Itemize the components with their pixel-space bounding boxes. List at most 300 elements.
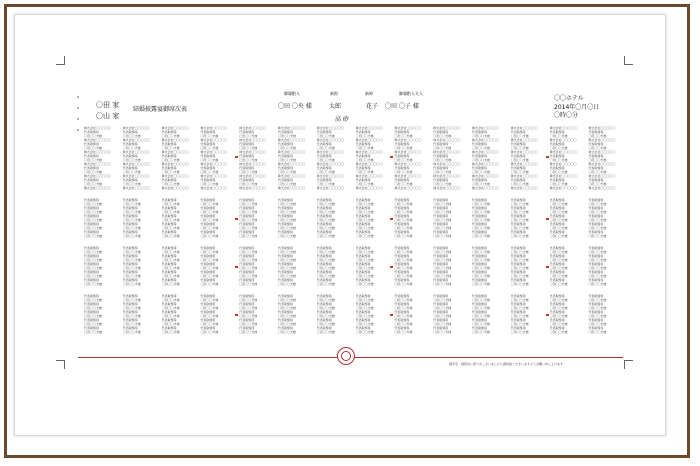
guest-line: 株式会社〇〇〇〇〇 [200,126,228,130]
guest-line: 〇田〇〇夫様 [588,250,607,254]
guest-line: 〇田〇〇夫様 [433,274,452,278]
guest-line: 代表取締役 [433,214,449,218]
guest-line: 株式会社〇〇〇〇〇 [239,162,267,166]
guest-line: 〇田〇〇夫様 [355,322,374,326]
guest-line: 〇田〇〇夫様 [472,146,491,150]
guest-line: 代表取締役 [588,270,604,274]
guest-line: 〇田〇〇夫様 [588,322,607,326]
guest-line: 代表取締役 [316,302,332,306]
guest-line: 代表取締役 [161,166,177,170]
guest-line: 〇田〇〇夫様 [200,274,219,278]
guest-line: 代表取締役 [394,310,410,314]
guest-line: 代表取締役 [355,166,371,170]
guest-line: 〇田〇〇夫様 [355,146,374,150]
guest-line: 代表取締役 [549,294,565,298]
guest-line: 代表取締役 [122,246,138,250]
guest-line: 代表取締役 [588,278,604,282]
guest-line: 代表取締役 [549,262,565,266]
guest-line: 代表取締役 [433,262,449,266]
guest-line: 〇田〇〇夫様 [278,282,297,286]
guest-line: 〇田〇〇夫様 [122,226,141,230]
guest-line: 代表取締役 [239,294,255,298]
guest-line: 代表取締役 [472,302,488,306]
guest-line: 〇田〇〇夫様 [316,170,335,174]
guest-line: 代表取締役 [84,142,100,146]
guest-line: 〇田〇〇夫様 [200,210,219,214]
guest-line: 代表取締役 [394,278,410,282]
guest-line: 代表取締役 [200,318,216,322]
guest-line: 〇田〇〇夫様 [122,218,141,222]
guest-line: 代表取締役 [239,318,255,322]
name-groom: 太郎 [329,103,342,110]
guest-line: 代表取締役 [239,246,255,250]
guest-line: 代表取締役 [316,262,332,266]
guest-line: 〇田〇〇夫様 [84,170,103,174]
guest-line: 〇田〇〇夫様 [510,182,529,186]
guest-line: 代表取締役 [394,302,410,306]
guest-line: 代表取締役 [433,166,449,170]
guest-line: 〇田〇〇夫様 [472,170,491,174]
guest-line: 〇田〇〇夫様 [355,158,374,162]
guest-line: 〇田〇〇夫様 [588,182,607,186]
guest-line: 株式会社〇〇〇〇〇 [239,174,267,178]
guest-line: 株式会社〇〇〇〇〇 [472,138,500,142]
guest-line: 代表取締役 [122,206,138,210]
guest-line: 代表取締役 [433,178,449,182]
guest-line: 代表取締役 [355,142,371,146]
guest-line: 代表取締役 [200,178,216,182]
guest-line: 株式会社〇〇〇〇〇 [239,126,267,130]
guest-line: 〇田〇〇夫様 [84,306,103,310]
guest-line: 株式会社〇〇〇〇〇 [316,150,344,154]
guest-line: 〇田〇〇夫様 [394,258,413,262]
guest-line: 〇田〇〇夫様 [510,298,529,302]
guest-line: 代表取締役 [84,222,100,226]
guest-line: 〇田〇〇夫様 [549,226,568,230]
guest-line: 〇田〇〇夫様 [239,314,258,318]
guest-line: 代表取締役 [588,154,604,158]
guest-line: 株式会社〇〇〇〇〇 [472,150,500,154]
guest-line: 代表取締役 [433,294,449,298]
guest-line: 〇田〇〇夫様 [122,322,141,326]
guest-line: 株式会社〇〇〇〇〇 [278,126,306,130]
guest-line: 〇田〇〇夫様 [122,274,141,278]
guest-line: 代表取締役 [278,302,294,306]
guest-line: 代表取締役 [549,178,565,182]
guest-line: 〇田〇〇夫様 [84,218,103,222]
guest-line: 株式会社〇〇〇〇〇 [394,138,422,142]
guest-line: 株式会社〇〇〇〇〇 [122,126,150,130]
guest-table [356,198,395,238]
guest-line: 代表取締役 [316,206,332,210]
guest-line: 〇田〇〇夫様 [433,258,452,262]
guest-line: 代表取締役 [549,222,565,226]
guest-line: 代表取締役 [316,254,332,258]
guest-line: 代表取締役 [472,142,488,146]
table-marker [546,266,549,268]
guest-line: 〇田〇〇夫様 [278,158,297,162]
guest-line: 〇田〇〇夫様 [588,210,607,214]
guest-line: 株式会社〇〇〇〇〇 [355,138,383,142]
guest-line: 〇田〇〇夫様 [472,218,491,222]
table-marker [235,266,238,268]
guest-table [317,246,356,286]
guest-line: 株式会社〇〇〇〇〇 [355,150,383,154]
guest-line: 〇田〇〇夫様 [510,266,529,270]
guest-line: 〇田〇〇夫様 [433,250,452,254]
guest-line: 〇田〇〇夫様 [239,250,258,254]
guest-line: 代表取締役 [239,206,255,210]
crop-mark-bottom-left [56,360,65,369]
guest-line: 〇田〇〇夫様 [472,266,491,270]
guest-line: 〇田〇〇夫様 [84,314,103,318]
guest-table [356,246,395,286]
guest-line: 代表取締役 [588,294,604,298]
guest-line: 〇田〇〇夫様 [355,274,374,278]
guest-line: 〇田〇〇夫様 [394,298,413,302]
guest-line: 〇田〇〇夫様 [84,298,103,302]
guest-line: 〇田〇〇夫様 [161,266,180,270]
guest-line: 〇田〇〇夫様 [316,330,335,334]
guest-line: 代表取締役 [122,310,138,314]
guest-line: 代表取締役 [510,166,526,170]
guest-line: 〇田〇〇夫様 [588,202,607,206]
guest-line: 代表取締役 [84,198,100,202]
guest-line: 代表取締役 [355,294,371,298]
guest-line: 〇田〇〇夫様 [84,146,103,150]
guest-table [278,126,317,190]
guest-line: 〇田〇〇夫様 [588,158,607,162]
guest-line: 株式会社〇〇〇〇〇 [433,186,461,190]
guest-line: 〇田〇〇夫様 [588,146,607,150]
table-marker [235,314,238,316]
guest-line: 〇田〇〇夫様 [200,306,219,310]
guest-line: 代表取締役 [278,222,294,226]
guest-table [550,246,589,286]
guest-line: 代表取締役 [433,230,449,234]
guest-line: 〇田〇〇夫様 [510,314,529,318]
guest-line: 代表取締役 [161,230,177,234]
guest-line: 〇田〇〇夫様 [394,274,413,278]
guest-line: 代表取締役 [549,326,565,330]
guest-line: 代表取締役 [472,222,488,226]
guest-line: 〇田〇〇夫様 [316,298,335,302]
guest-table [239,294,278,334]
guest-line: 〇田〇〇夫様 [433,282,452,286]
guest-line: 〇田〇〇夫様 [316,250,335,254]
guest-table [472,198,511,238]
guest-line: 代表取締役 [472,270,488,274]
guest-table [317,294,356,334]
guest-line: 代表取締役 [316,246,332,250]
guest-line: 代表取締役 [510,230,526,234]
guest-line: 〇田〇〇夫様 [122,146,141,150]
guest-line: 〇田〇〇夫様 [316,234,335,238]
guest-line: 代表取締役 [122,318,138,322]
guest-line: 〇田〇〇夫様 [200,234,219,238]
guest-table [123,198,162,238]
guest-line: 代表取締役 [84,178,100,182]
venue-name: 〇〇ホテル [554,95,584,102]
guest-line: 〇田〇〇夫様 [316,282,335,286]
guest-line: 代表取締役 [122,262,138,266]
guest-table [588,126,627,190]
guest-line: 〇田〇〇夫様 [588,266,607,270]
guest-line: 〇田〇〇夫様 [278,210,297,214]
guest-line: 代表取締役 [122,130,138,134]
guest-line: 〇田〇〇夫様 [122,234,141,238]
guest-line: 株式会社〇〇〇〇〇 [472,174,500,178]
guest-line: 株式会社〇〇〇〇〇 [239,138,267,142]
guest-line: 株式会社〇〇〇〇〇 [122,138,150,142]
guest-line: 代表取締役 [394,222,410,226]
table-marker [235,218,238,220]
guest-line: 代表取締役 [161,178,177,182]
guest-line: 代表取締役 [278,142,294,146]
guest-line: 代表取締役 [161,222,177,226]
guest-line: 代表取締役 [161,318,177,322]
guest-line: 代表取締役 [239,278,255,282]
guest-table [433,246,472,286]
guest-line: 代表取締役 [472,154,488,158]
guest-line: 代表取締役 [84,262,100,266]
guest-line: 代表取締役 [510,246,526,250]
guest-line: 〇田〇〇夫様 [510,134,529,138]
guest-line: 〇田〇〇夫様 [588,330,607,334]
guest-line: 株式会社〇〇〇〇〇 [84,162,112,166]
seating-grid [84,126,628,336]
guest-table [84,294,123,334]
guest-line: 〇田〇〇夫様 [472,306,491,310]
guest-line: 代表取締役 [588,198,604,202]
guest-line: 〇田〇〇夫様 [549,258,568,262]
guest-line: 〇田〇〇夫様 [200,170,219,174]
guest-line: 株式会社〇〇〇〇〇 [84,174,112,178]
guest-line: 〇田〇〇夫様 [278,218,297,222]
guest-line: 〇田〇〇夫様 [316,226,335,230]
guest-line: 代表取締役 [394,214,410,218]
guest-line: 代表取締役 [200,206,216,210]
guest-line: 〇田〇〇夫様 [239,134,258,138]
guest-line: 〇田〇〇夫様 [433,234,452,238]
guest-line: 〇田〇〇夫様 [122,202,141,206]
guest-line: 〇田〇〇夫様 [433,298,452,302]
guest-table [394,294,433,334]
guest-line: 〇田〇〇夫様 [239,226,258,230]
guest-line: 〇田〇〇夫様 [278,134,297,138]
guest-line: 株式会社〇〇〇〇〇 [549,174,577,178]
guest-line: 代表取締役 [394,154,410,158]
guest-line: 株式会社〇〇〇〇〇 [394,126,422,130]
guest-line: 代表取締役 [161,142,177,146]
guest-line: 代表取締役 [161,130,177,134]
guest-line: 代表取締役 [84,166,100,170]
guest-line: 株式会社〇〇〇〇〇 [161,150,189,154]
guest-line: 〇田〇〇夫様 [588,218,607,222]
guest-line: 代表取締役 [239,178,255,182]
guest-line: 〇田〇〇夫様 [355,210,374,214]
guest-line: 代表取締役 [472,206,488,210]
guest-line: 代表取締役 [588,130,604,134]
guest-line: 〇田〇〇夫様 [588,234,607,238]
guest-line: 代表取締役 [239,302,255,306]
guest-line: 株式会社〇〇〇〇〇 [161,126,189,130]
guest-line: 〇田〇〇夫様 [510,274,529,278]
guest-table [356,294,395,334]
guest-line: 代表取締役 [355,302,371,306]
guest-table [123,126,162,190]
guest-line: 〇田〇〇夫様 [122,266,141,270]
guest-line: 代表取締役 [510,130,526,134]
guest-line: 代表取締役 [84,310,100,314]
guest-line: 〇田〇〇夫様 [84,330,103,334]
guest-line: 代表取締役 [549,254,565,258]
guest-line: 株式会社〇〇〇〇〇 [588,174,616,178]
guest-line: 代表取締役 [84,278,100,282]
guest-line: 株式会社〇〇〇〇〇 [549,150,577,154]
head-table-label: 高 砂 [335,116,349,123]
guest-line: 代表取締役 [161,294,177,298]
guest-line: 〇田〇〇夫様 [355,314,374,318]
guest-line: 代表取締役 [200,230,216,234]
guest-line: 代表取締役 [433,246,449,250]
guest-line: 〇田〇〇夫様 [122,182,141,186]
guest-line: 〇田〇〇夫様 [433,210,452,214]
guest-line: 代表取締役 [510,222,526,226]
guest-line: 〇田〇〇夫様 [161,322,180,326]
guest-line: 〇田〇〇夫様 [355,182,374,186]
guest-line: 〇田〇〇夫様 [472,210,491,214]
guest-line: 〇田〇〇夫様 [161,330,180,334]
guest-line: 株式会社〇〇〇〇〇 [278,162,306,166]
guest-line: 株式会社〇〇〇〇〇 [122,174,150,178]
guest-line: 〇田〇〇夫様 [394,218,413,222]
guest-line: 代表取締役 [472,130,488,134]
guest-line: 〇田〇〇夫様 [278,250,297,254]
guest-line: 代表取締役 [588,326,604,330]
guest-table [356,126,395,190]
guest-line: 〇田〇〇夫様 [122,314,141,318]
guest-line: 〇田〇〇夫様 [278,202,297,206]
guest-line: 代表取締役 [433,254,449,258]
guest-line: 代表取締役 [355,262,371,266]
guest-line: 〇田〇〇夫様 [394,182,413,186]
guest-line: 代表取締役 [588,246,604,250]
guest-line: 代表取締役 [472,262,488,266]
guest-table [123,246,162,286]
guest-line: 代表取締役 [316,230,332,234]
guest-table [433,198,472,238]
guest-line: 代表取締役 [510,214,526,218]
guest-line: 株式会社〇〇〇〇〇 [472,126,500,130]
guest-line: 〇田〇〇夫様 [549,182,568,186]
guest-line: 〇田〇〇夫様 [355,282,374,286]
guest-line: 〇田〇〇夫様 [472,258,491,262]
crop-mark-top-left [56,56,65,65]
guest-line: 代表取締役 [433,302,449,306]
guest-line: 〇田〇〇夫様 [122,170,141,174]
guest-line: 代表取締役 [355,222,371,226]
guest-line: 〇田〇〇夫様 [84,266,103,270]
guest-line: 〇田〇〇夫様 [433,330,452,334]
guest-line: 〇田〇〇夫様 [510,282,529,286]
guest-line: 〇田〇〇夫様 [510,250,529,254]
guest-line: 代表取締役 [122,154,138,158]
guest-line: 〇田〇〇夫様 [588,314,607,318]
guest-line: 〇田〇〇夫様 [472,330,491,334]
guest-line: 株式会社〇〇〇〇〇 [200,138,228,142]
guest-line: 代表取締役 [510,178,526,182]
guest-line: 〇田〇〇夫様 [161,298,180,302]
guest-line: 代表取締役 [316,318,332,322]
guest-line: 代表取締役 [200,130,216,134]
guest-line: 代表取締役 [161,262,177,266]
guest-line: 〇田〇〇夫様 [394,170,413,174]
guest-line: 代表取締役 [122,270,138,274]
guest-line: 代表取締役 [510,142,526,146]
guest-line: 〇田〇〇夫様 [510,322,529,326]
guest-line: 代表取締役 [200,326,216,330]
guest-line: 〇田〇〇夫様 [588,226,607,230]
guest-line: 代表取締役 [549,166,565,170]
guest-line: 〇田〇〇夫様 [355,134,374,138]
guest-line: 株式会社〇〇〇〇〇 [588,186,616,190]
guest-table [278,198,317,238]
guest-line: 代表取締役 [316,222,332,226]
guest-line: 代表取締役 [122,326,138,330]
guest-line: 株式会社〇〇〇〇〇 [355,186,383,190]
guest-line: 代表取締役 [161,154,177,158]
guest-line: 代表取締役 [278,230,294,234]
guest-table [472,246,511,286]
guest-line: 〇田〇〇夫様 [200,226,219,230]
role-groom: 新郎 [330,91,338,96]
guest-line: 〇田〇〇夫様 [549,306,568,310]
guest-table [162,246,201,286]
guest-table [550,198,589,238]
guest-line: 代表取締役 [316,326,332,330]
guest-line: 代表取締役 [161,198,177,202]
guest-line: 〇田〇〇夫様 [200,134,219,138]
guest-table [511,126,550,190]
guest-line: 株式会社〇〇〇〇〇 [433,138,461,142]
guest-line: 〇田〇〇夫様 [161,202,180,206]
guest-line: 代表取締役 [84,246,100,250]
guest-line: 〇田〇〇夫様 [433,146,452,150]
guest-line: 代表取締役 [316,214,332,218]
guest-line: 代表取締役 [394,178,410,182]
guest-line: 代表取締役 [588,222,604,226]
guest-line: 〇田〇〇夫様 [122,258,141,262]
guest-table [394,126,433,190]
table-marker [390,218,393,220]
guest-line: 〇田〇〇夫様 [316,314,335,318]
guest-table [200,198,239,238]
guest-line: 代表取締役 [122,254,138,258]
guest-line: 代表取締役 [200,254,216,258]
guest-line: 〇田〇〇夫様 [316,218,335,222]
guest-line: 〇田〇〇夫様 [239,282,258,286]
guest-line: 〇田〇〇夫様 [84,282,103,286]
guest-line: 〇田〇〇夫様 [316,134,335,138]
guest-line: 〇田〇〇夫様 [278,170,297,174]
guest-line: 〇田〇〇夫様 [394,282,413,286]
guest-line: 〇田〇〇夫様 [161,274,180,278]
guest-table [162,198,201,238]
guest-line: 〇田〇〇夫様 [433,202,452,206]
guest-line: 〇田〇〇夫様 [200,158,219,162]
guest-line: 代表取締役 [278,326,294,330]
